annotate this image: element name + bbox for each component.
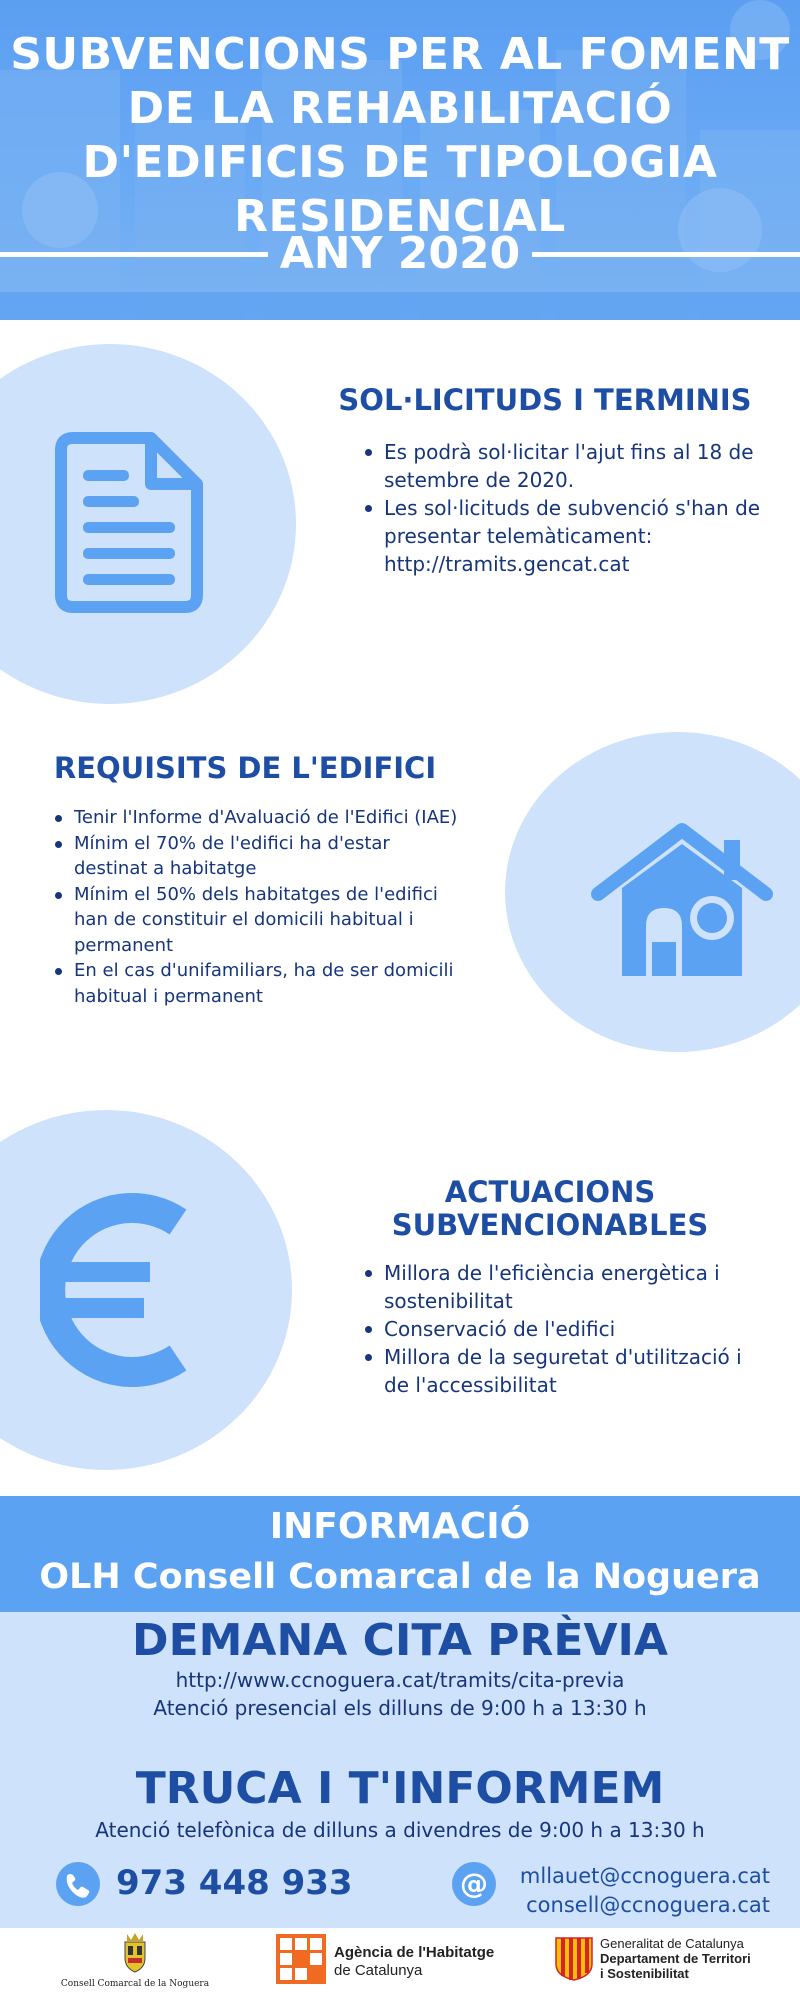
call-hours: Atenció telefònica de dilluns a divendres de 9:00 h a 13:30 h: [95, 1818, 705, 1842]
phone-number[interactable]: 973 448 933: [116, 1863, 353, 1903]
info-banner: [0, 1496, 800, 1612]
crest-icon: [119, 1932, 151, 1974]
logo-caption: de Catalunya: [334, 1962, 423, 1979]
section-heading-applications: SOL·LICITUDS I TERMINIS: [338, 383, 752, 417]
logo-caption: i Sostenibilitat: [600, 1966, 689, 1981]
applications-list: [362, 438, 762, 578]
heading-line: ACTUACIONS: [444, 1175, 656, 1209]
info-title: INFORMACIÓ: [269, 1506, 531, 1547]
email-link[interactable]: consell@ccnoguera.cat: [526, 1893, 770, 1917]
header-banner: [0, 0, 800, 320]
email-link[interactable]: mllauet@ccnoguera.cat: [519, 1864, 770, 1888]
list-item: Mínim el 70% de l'edifici ha d'estar destinat a habitatge: [52, 831, 462, 882]
list-item: Millora de l'eficiència energètica i sostenibilitat: [362, 1259, 762, 1315]
requirements-list: [52, 805, 462, 1009]
title-line: SUBVENCIONS PER AL FOMENT: [10, 29, 790, 80]
logo-caption: Departament de Territori: [600, 1951, 751, 1966]
footer-logos: [0, 1928, 800, 2000]
heading-line: SUBVENCIONABLES: [391, 1208, 709, 1242]
list-item: Mínim el 50% dels habitatges de l'edifici han de constituir el domicili habitual i permanent: [52, 882, 462, 959]
email-icon: @: [452, 1862, 496, 1906]
generalitat-logo: [554, 1934, 790, 1994]
actions-list: [362, 1259, 762, 1399]
logo-caption: Consell Comarcal de la Noguera: [60, 1979, 210, 1989]
appointment-link[interactable]: http://www.ccnoguera.cat/tramits/cita-previa: [175, 1668, 625, 1692]
section-heading-actions: [350, 1176, 750, 1242]
agency-grid-icon: [276, 1934, 326, 1984]
senyera-shield-icon: [554, 1936, 594, 1982]
year-row: [0, 226, 800, 282]
appointment-heading: DEMANA CITA PRÈVIA: [132, 1615, 668, 1666]
year-label: ANY 2020: [279, 228, 521, 279]
logo-caption: Agència de l'Habitatge: [334, 1944, 495, 1961]
title-line: DE LA REHABILITACIÓ: [127, 83, 673, 134]
list-item: Millora de la seguretat d'utilització i de l'accessibilitat: [362, 1343, 762, 1399]
euro-icon: [40, 1190, 190, 1390]
logo-caption: Generalitat de Catalunya: [600, 1936, 744, 1951]
list-item: Les sol·licituds de subvenció s'han de presentar telemàticament: http://tramits.gencat.cat: [362, 494, 762, 578]
phone-icon: [56, 1862, 100, 1906]
section-heading-requirements: REQUISITS DE L'EDIFICI: [53, 751, 437, 785]
title-line: RESIDENCIAL: [234, 191, 566, 242]
title-line: D'EDIFICIS DE TIPOLOGIA: [82, 137, 718, 188]
call-heading: TRUCA I T'INFORMEM: [135, 1763, 665, 1814]
page-title: [0, 28, 800, 244]
house-icon: [590, 822, 780, 982]
appointment-hours: Atenció presencial els dilluns de 9:00 h a 13:30 h: [153, 1696, 647, 1720]
list-item: En el cas d'unifamiliars, ha de ser domicili habitual i permanent: [52, 958, 462, 1009]
list-item: Tenir l'Informe d'Avaluació de l'Edifici (IAE): [52, 805, 462, 831]
list-item: Es podrà sol·licitar l'ajut fins al 18 de setembre de 2020.: [362, 438, 762, 494]
list-item: Conservació de l'edifici: [362, 1315, 762, 1343]
info-subtitle: OLH Consell Comarcal de la Noguera: [39, 1557, 761, 1597]
consell-comarcal-logo: [50, 1932, 220, 1996]
document-icon: [55, 430, 205, 615]
agencia-habitatge-logo: [276, 1932, 516, 1992]
